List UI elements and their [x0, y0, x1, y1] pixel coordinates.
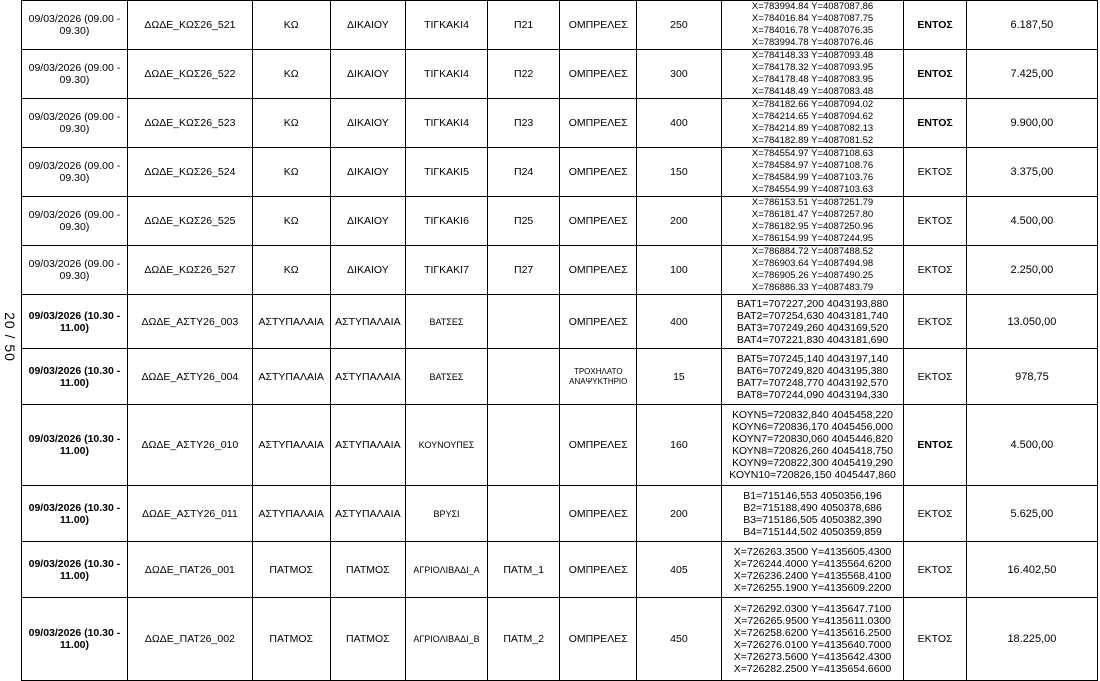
row-lot	[487, 486, 560, 542]
coordinate-line: ΒΑΤ3=707249,260 4043169,520	[736, 321, 889, 334]
row-coordinates	[721, 1, 904, 50]
row-date: 09/03/2026 (09.00 - 09.30)	[22, 1, 128, 50]
row-community: ΔΙΚΑΙΟΥ	[330, 246, 406, 295]
row-code: ΔΩΔΕ_ΑΣΤΥ26_003	[127, 295, 252, 349]
row-area: 200	[637, 197, 722, 246]
table-row	[22, 295, 1098, 349]
concessions-table	[21, 0, 1098, 681]
coordinate-line: X=783994.84 Y=4087087.86	[751, 1, 874, 12]
coordinate-line: ΒΑΤ6=707249,820 4043195,380	[736, 364, 889, 377]
row-coordinates	[721, 50, 904, 99]
row-code: ΔΩΔΕ_ΚΩΣ26_522	[127, 50, 252, 99]
row-municipality: ΚΩ	[252, 246, 330, 295]
row-use: ΟΜΠΡΕΛΕΣ	[560, 1, 637, 50]
row-place: ΤΙΓΚΑΚΙ4	[406, 1, 488, 50]
table-row	[22, 148, 1098, 197]
row-date: 09/03/2026 (09.00 - 09.30)	[22, 50, 128, 99]
row-status: ΕΝΤΟΣ	[904, 405, 967, 486]
row-date: 09/03/2026 (10.30 - 11.00)	[22, 542, 128, 598]
row-community: ΔΙΚΑΙΟΥ	[330, 99, 406, 148]
coordinate-line: X=784016.78 Y=4087076.35	[751, 25, 874, 36]
row-municipality: ΚΩ	[252, 148, 330, 197]
row-lot: ΠΑΤΜ_2	[487, 598, 560, 681]
coordinate-line: Β2=715188,490 4050378,686	[743, 501, 882, 514]
coordinate-line: ΚΟΥΝ10=720826,150 4045447,860	[729, 469, 896, 481]
coordinate-line: X=786154.99 Y=4087244.95	[751, 233, 874, 244]
row-place: ΒΡΥΣΙ	[406, 486, 488, 542]
row-code: ΔΩΔΕ_ΚΩΣ26_525	[127, 197, 252, 246]
row-place: ΤΙΓΚΑΚΙ6	[406, 197, 488, 246]
row-area: 400	[637, 99, 722, 148]
coordinate-line: X=784148.49 Y=4087083.48	[751, 86, 874, 97]
row-area: 450	[637, 598, 722, 681]
coordinate-line: ΒΑΤ1=707227,200 4043193,880	[736, 297, 889, 310]
row-date: 09/03/2026 (10.30 - 11.00)	[22, 405, 128, 486]
coordinate-line: X=786153.51 Y=4087251.79	[751, 197, 874, 208]
row-municipality: ΑΣΤΥΠΑΛΑΙΑ	[252, 405, 330, 486]
row-municipality: ΑΣΤΥΠΑΛΑΙΑ	[252, 349, 330, 405]
table-row	[22, 1, 1098, 50]
coordinate-line: X=786886.33 Y=4087483.79	[751, 282, 874, 293]
coordinate-line: ΒΑΤ5=707245,140 4043197,140	[736, 352, 889, 365]
row-area: 400	[637, 295, 722, 349]
coordinate-line: X=784178.48 Y=4087083.95	[751, 74, 874, 85]
row-code: ΔΩΔΕ_ΠΑΤ26_002	[127, 598, 252, 681]
row-code: ΔΩΔΕ_ΑΣΤΥ26_011	[127, 486, 252, 542]
row-coordinates	[721, 295, 904, 349]
row-coordinates	[721, 148, 904, 197]
row-use: ΤΡΟΧΗΛΑΤΟ ΑΝΑΨΥΚΤΗΡΙΟ	[560, 349, 637, 405]
coordinate-line: X=726282.2500 Y=4135654.6600	[733, 663, 892, 675]
row-date: 09/03/2026 (09.00 - 09.30)	[22, 99, 128, 148]
coordinate-line: X=726276.0100 Y=4135640.7000	[733, 639, 892, 651]
row-code: ΔΩΔΕ_ΑΣΤΥ26_010	[127, 405, 252, 486]
coordinate-line: X=726292.0300 Y=4135647.7100	[733, 603, 892, 615]
row-place: ΒΑΤΣΕΣ	[406, 295, 488, 349]
coordinate-line: X=726265.9500 Y=4135611.0300	[734, 615, 891, 627]
row-lot	[487, 295, 560, 349]
row-place: ΤΙΓΚΑΚΙ7	[406, 246, 488, 295]
row-amount: 9.900,00	[966, 99, 1097, 148]
row-status: ΕΚΤΟΣ	[904, 246, 967, 295]
row-area: 250	[637, 1, 722, 50]
row-place: ΑΓΡΙΟΛΙΒΑΔΙ_Α	[406, 542, 488, 598]
row-area: 150	[637, 148, 722, 197]
row-place: ΤΙΓΚΑΚΙ5	[406, 148, 488, 197]
coordinate-line: X=786884.72 Y=4087488.52	[751, 246, 874, 257]
row-municipality: ΠΑΤΜΟΣ	[252, 598, 330, 681]
row-code: ΔΩΔΕ_ΚΩΣ26_521	[127, 1, 252, 50]
row-amount: 18.225,00	[966, 598, 1097, 681]
row-date: 09/03/2026 (10.30 - 11.00)	[22, 486, 128, 542]
row-use: ΟΜΠΡΕΛΕΣ	[560, 405, 637, 486]
row-community: ΑΣΤΥΠΑΛΑΙΑ	[330, 349, 406, 405]
row-community: ΔΙΚΑΙΟΥ	[330, 1, 406, 50]
coordinate-line: X=726255.1900 Y=4135609.2200	[733, 581, 892, 594]
row-community: ΠΑΤΜΟΣ	[330, 542, 406, 598]
coordinate-line: X=726273.5600 Y=4135642.4300	[733, 651, 892, 663]
row-municipality: ΚΩ	[252, 197, 330, 246]
row-place: ΤΙΓΚΑΚΙ4	[406, 50, 488, 99]
table-row	[22, 349, 1098, 405]
row-lot: Π21	[487, 1, 560, 50]
row-amount: 4.500,00	[966, 405, 1097, 486]
row-coordinates	[721, 486, 904, 542]
row-municipality: ΑΣΤΥΠΑΛΑΙΑ	[252, 486, 330, 542]
row-coordinates	[721, 99, 904, 148]
table-row	[22, 246, 1098, 295]
row-use: ΟΜΠΡΕΛΕΣ	[560, 197, 637, 246]
row-lot: Π24	[487, 148, 560, 197]
row-coordinates	[721, 405, 904, 486]
row-lot	[487, 349, 560, 405]
row-date: 09/03/2026 (09.00 - 09.30)	[22, 246, 128, 295]
table-row	[22, 99, 1098, 148]
coordinate-line: ΚΟΥΝ5=720832,840 4045458,220	[732, 409, 893, 421]
coordinate-line: X=784214.65 Y=4087094.62	[751, 111, 874, 122]
row-place: ΚΟΥΝΟΥΠΕΣ	[406, 405, 488, 486]
row-amount: 5.625,00	[966, 486, 1097, 542]
row-use: ΟΜΠΡΕΛΕΣ	[560, 99, 637, 148]
coordinate-line: Β1=715146,553 4050356,196	[743, 489, 882, 502]
row-place: ΤΙΓΚΑΚΙ4	[406, 99, 488, 148]
row-coordinates	[721, 246, 904, 295]
row-amount: 16.402,50	[966, 542, 1097, 598]
coordinate-line: X=784584.97 Y=4087108.76	[751, 160, 874, 171]
row-code: ΔΩΔΕ_ΚΩΣ26_527	[127, 246, 252, 295]
row-use: ΟΜΠΡΕΛΕΣ	[560, 598, 637, 681]
coordinate-line: X=784554.99 Y=4087103.63	[751, 184, 874, 195]
row-municipality: ΚΩ	[252, 1, 330, 50]
row-use: ΟΜΠΡΕΛΕΣ	[560, 542, 637, 598]
coordinate-line: X=784016.84 Y=4087087.75	[751, 13, 874, 24]
coordinate-line: ΚΟΥΝ6=720836,170 4045456,000	[732, 421, 893, 433]
coordinate-line: X=786182.95 Y=4087250.96	[751, 221, 874, 232]
coordinate-line: X=783994.78 Y=4087076.46	[751, 37, 874, 48]
row-area: 15	[637, 349, 722, 405]
coordinate-line: ΒΑΤ4=707221,830 4043181,690	[736, 333, 889, 346]
row-community: ΔΙΚΑΙΟΥ	[330, 50, 406, 99]
row-status: ΕΚΤΟΣ	[904, 197, 967, 246]
row-coordinates	[721, 349, 904, 405]
coordinate-line: X=786905.26 Y=4087490.25	[751, 270, 874, 281]
coordinate-line: X=726258.6200 Y=4135616.2500	[733, 627, 892, 639]
coordinate-line: X=784178.32 Y=4087093.95	[751, 62, 874, 73]
row-amount: 3.375,00	[966, 148, 1097, 197]
row-area: 160	[637, 405, 722, 486]
row-amount: 13.050,00	[966, 295, 1097, 349]
row-use: ΟΜΠΡΕΛΕΣ	[560, 295, 637, 349]
coordinate-line: ΒΑΤ8=707244,090 4043194,330	[736, 388, 889, 401]
row-community: ΠΑΤΜΟΣ	[330, 598, 406, 681]
table-row	[22, 598, 1098, 681]
page-number-label: 20 / 50	[2, 311, 19, 362]
row-code: ΔΩΔΕ_ΚΩΣ26_523	[127, 99, 252, 148]
row-date: 09/03/2026 (09.00 - 09.30)	[22, 197, 128, 246]
row-community: ΔΙΚΑΙΟΥ	[330, 197, 406, 246]
row-code: ΔΩΔΕ_ΚΩΣ26_524	[127, 148, 252, 197]
coordinate-line: X=784182.66 Y=4087094.02	[751, 99, 874, 110]
row-lot: Π23	[487, 99, 560, 148]
page-number	[0, 0, 20, 673]
row-use: ΟΜΠΡΕΛΕΣ	[560, 148, 637, 197]
coordinate-line: ΒΑΤ7=707248,770 4043192,570	[736, 376, 889, 389]
row-area: 200	[637, 486, 722, 542]
row-area: 100	[637, 246, 722, 295]
coordinate-line: X=726244.4000 Y=4135564.6200	[733, 557, 892, 570]
coordinate-line: ΚΟΥΝ7=720830,060 4045446,820	[732, 433, 893, 445]
row-community: ΑΣΤΥΠΑΛΑΙΑ	[330, 295, 406, 349]
row-status: ΕΚΤΟΣ	[904, 349, 967, 405]
row-date: 09/03/2026 (10.30 - 11.00)	[22, 349, 128, 405]
row-date: 09/03/2026 (10.30 - 11.00)	[22, 598, 128, 681]
row-status: ΕΚΤΟΣ	[904, 486, 967, 542]
coordinate-line: X=784182.89 Y=4087081.52	[751, 135, 874, 146]
row-place: ΒΑΤΣΕΣ	[406, 349, 488, 405]
row-municipality: ΚΩ	[252, 50, 330, 99]
row-amount: 978,75	[966, 349, 1097, 405]
coordinate-line: ΚΟΥΝ8=720826,260 4045418,750	[732, 445, 893, 457]
row-lot: Π22	[487, 50, 560, 99]
row-use: ΟΜΠΡΕΛΕΣ	[560, 50, 637, 99]
row-lot	[487, 405, 560, 486]
table-row	[22, 50, 1098, 99]
row-municipality: ΠΑΤΜΟΣ	[252, 542, 330, 598]
row-status: ΕΝΤΟΣ	[904, 1, 967, 50]
row-community: ΑΣΤΥΠΑΛΑΙΑ	[330, 405, 406, 486]
row-area: 300	[637, 50, 722, 99]
row-code: ΔΩΔΕ_ΠΑΤ26_001	[127, 542, 252, 598]
coordinate-line: X=726236.2400 Y=4135568.4100	[733, 569, 892, 582]
coordinate-line: X=786181.47 Y=4087257.80	[751, 209, 874, 220]
row-coordinates	[721, 197, 904, 246]
row-lot: Π25	[487, 197, 560, 246]
row-coordinates	[721, 598, 904, 681]
row-code: ΔΩΔΕ_ΑΣΤΥ26_004	[127, 349, 252, 405]
row-place: ΑΓΡΙΟΛΙΒΑΔΙ_Β	[406, 598, 488, 681]
row-municipality: ΑΣΤΥΠΑΛΑΙΑ	[252, 295, 330, 349]
coordinate-line: X=786903.64 Y=4087494.98	[751, 258, 874, 269]
row-amount: 7.425,00	[966, 50, 1097, 99]
row-status: ΕΝΤΟΣ	[904, 99, 967, 148]
table-row	[22, 197, 1098, 246]
row-use: ΟΜΠΡΕΛΕΣ	[560, 246, 637, 295]
row-lot: Π27	[487, 246, 560, 295]
coordinate-line: X=726263.3500 Y=4135605.4300	[733, 545, 892, 558]
row-amount: 2.250,00	[966, 246, 1097, 295]
row-lot: ΠΑΤΜ_1	[487, 542, 560, 598]
row-status: ΕΚΤΟΣ	[904, 542, 967, 598]
row-status: ΕΚΤΟΣ	[904, 295, 967, 349]
table-row	[22, 486, 1098, 542]
row-date: 09/03/2026 (09.00 - 09.30)	[22, 148, 128, 197]
row-coordinates	[721, 542, 904, 598]
row-amount: 6.187,50	[966, 1, 1097, 50]
coordinate-line: Β4=715144,502 4050359,859	[743, 525, 882, 538]
coordinate-line: X=784584.99 Y=4087103.76	[751, 172, 874, 183]
coordinate-line: X=784554.97 Y=4087108.63	[751, 148, 874, 159]
coordinate-line: X=784214.89 Y=4087082.13	[751, 123, 874, 134]
row-date: 09/03/2026 (10.30 - 11.00)	[22, 295, 128, 349]
coordinate-line: ΒΑΤ2=707254,630 4043181,740	[736, 309, 889, 322]
row-area: 405	[637, 542, 722, 598]
row-community: ΑΣΤΥΠΑΛΑΙΑ	[330, 486, 406, 542]
table-row	[22, 542, 1098, 598]
row-status: ΕΝΤΟΣ	[904, 50, 967, 99]
coordinate-line: X=784148.33 Y=4087093.48	[751, 50, 874, 61]
row-use: ΟΜΠΡΕΛΕΣ	[560, 486, 637, 542]
coordinate-line: Β3=715186,505 4050382,390	[743, 513, 882, 526]
row-status: ΕΚΤΟΣ	[904, 148, 967, 197]
row-municipality: ΚΩ	[252, 99, 330, 148]
table-row	[22, 405, 1098, 486]
row-community: ΔΙΚΑΙΟΥ	[330, 148, 406, 197]
coordinate-line: ΚΟΥΝ9=720822,300 4045419,290	[732, 457, 893, 469]
row-amount: 4.500,00	[966, 197, 1097, 246]
row-status: ΕΚΤΟΣ	[904, 598, 967, 681]
